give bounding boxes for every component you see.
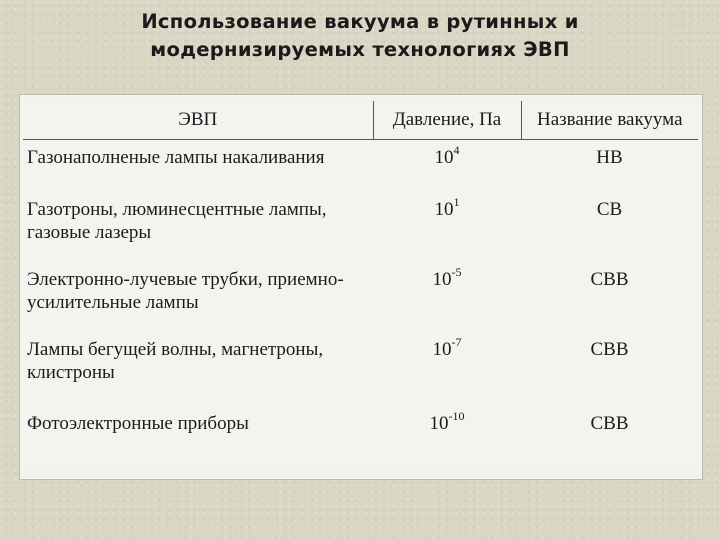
title-line-2: модернизируемых технологиях ЭВП [150, 38, 570, 61]
pressure-base: 10 [432, 339, 452, 360]
pressure-base: 10 [429, 413, 449, 434]
pressure-exponent: -5 [451, 265, 462, 279]
device-name: Газонаполненые лампы накаливания [27, 147, 325, 168]
table-row [23, 408, 698, 462]
vacuum-name: СВ [596, 199, 623, 220]
table-row [23, 196, 698, 268]
header-pressure: Давление, Па [373, 101, 521, 140]
pressure-exponent: -7 [451, 335, 462, 349]
pressure-exponent: 4 [453, 143, 460, 157]
table-row [23, 140, 698, 197]
pressure-value [373, 408, 521, 462]
device-name: Фотоэлектронные приборы [27, 413, 249, 434]
pressure-value [373, 265, 521, 338]
table-row [23, 268, 698, 338]
title-line-1: Использование вакуума в рутинных и [141, 10, 579, 33]
pressure-exponent: 1 [453, 195, 460, 209]
vacuum-name: СВВ [590, 269, 629, 290]
pressure-value [373, 140, 521, 197]
header-evp: ЭВП [23, 101, 373, 140]
table-frame [19, 94, 703, 480]
pressure-exponent: -10 [448, 409, 465, 423]
pressure-base: 10 [434, 147, 454, 168]
device-name: Газотроны, люминесцентные лампы, газовые лазеры [27, 199, 327, 243]
pressure-value [373, 196, 521, 268]
evp-vacuum-table [23, 101, 698, 462]
table-row [23, 338, 698, 408]
pressure-value [373, 335, 521, 408]
pressure-base: 10 [434, 199, 454, 220]
device-name: Лампы бегущей волны, магнетроны, клистроны [27, 339, 324, 383]
header-vacuum-name: Название вакуума [521, 101, 698, 140]
pressure-base: 10 [432, 269, 452, 290]
device-name: Электронно-лучевые трубки, приемно-усилительные лампы [27, 269, 344, 313]
vacuum-name: СВВ [590, 339, 629, 360]
table-header-row [23, 101, 698, 140]
slide-title [80, 8, 640, 64]
table-panel [23, 101, 698, 469]
vacuum-name: НВ [596, 147, 623, 168]
vacuum-name: СВВ [590, 413, 629, 434]
